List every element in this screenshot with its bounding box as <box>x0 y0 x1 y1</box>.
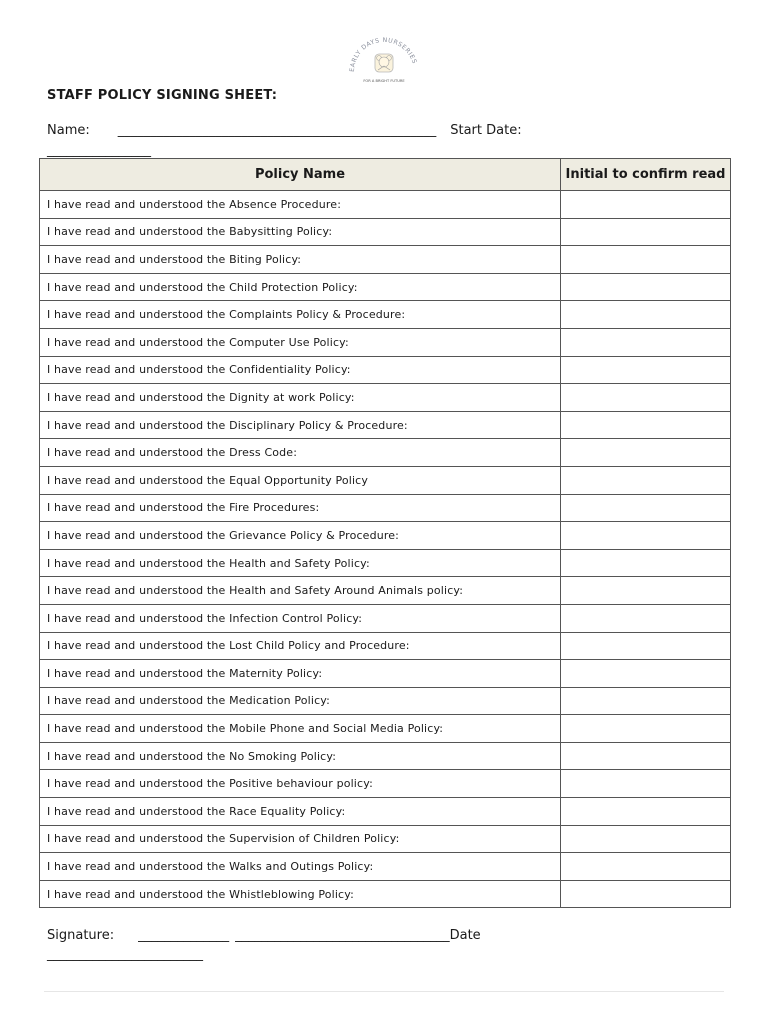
policy-name-cell: I have read and understood the Biting Policy: <box>40 246 561 274</box>
table-row <box>40 301 731 329</box>
name-field[interactable]: _________________________________________________ <box>117 123 437 138</box>
policy-name-cell: I have read and understood the Babysitting Policy: <box>40 218 561 246</box>
signature-field[interactable]: ______________ <box>138 928 230 943</box>
table-row <box>40 687 731 715</box>
table-row <box>40 825 731 853</box>
initial-cell[interactable] <box>561 384 731 412</box>
policy-rows <box>40 191 731 908</box>
initial-cell[interactable] <box>561 742 731 770</box>
page-title: STAFF POLICY SIGNING SHEET: <box>47 88 278 103</box>
policy-name-cell: I have read and understood the Mobile Phone and Social Media Policy: <box>40 715 561 743</box>
initial-cell[interactable] <box>561 660 731 688</box>
initial-cell[interactable] <box>561 411 731 439</box>
initial-cell[interactable] <box>561 439 731 467</box>
logo-arc-text: EARLY DAYS NURSERIES <box>348 36 418 73</box>
policy-name-cell: I have read and understood the Dress Code: <box>40 439 561 467</box>
table-row <box>40 853 731 881</box>
initial-cell[interactable] <box>561 328 731 356</box>
policy-name-cell: I have read and understood the Computer Use Policy: <box>40 328 561 356</box>
date-label: Date <box>449 928 481 943</box>
table-row <box>40 273 731 301</box>
date-prefix-field[interactable]: _________________________________ <box>235 928 450 943</box>
table-row <box>40 439 731 467</box>
table-row <box>40 328 731 356</box>
policy-name-cell: I have read and understood the Medication Policy: <box>40 687 561 715</box>
name-label: Name: <box>47 123 90 138</box>
policy-name-cell: I have read and understood the Complaints Policy & Procedure: <box>40 301 561 329</box>
initial-cell[interactable] <box>561 715 731 743</box>
table-row <box>40 798 731 826</box>
name-line <box>47 121 737 161</box>
table-header-row <box>40 159 731 191</box>
initial-cell[interactable] <box>561 770 731 798</box>
policy-name-header: Policy Name <box>40 159 561 191</box>
initial-cell[interactable] <box>561 522 731 550</box>
policy-name-cell: I have read and understood the Absence Procedure: <box>40 191 561 219</box>
policy-name-cell: I have read and understood the No Smoking Policy: <box>40 742 561 770</box>
table-row <box>40 604 731 632</box>
table-row <box>40 549 731 577</box>
policy-name-cell: I have read and understood the Child Protection Policy: <box>40 273 561 301</box>
table-row <box>40 715 731 743</box>
initial-cell[interactable] <box>561 604 731 632</box>
start-date-label: Start Date: <box>450 123 522 138</box>
policy-name-cell: I have read and understood the Maternity Policy: <box>40 660 561 688</box>
table-row <box>40 218 731 246</box>
policy-name-cell: I have read and understood the Dignity at work Policy: <box>40 384 561 412</box>
table-row <box>40 880 731 908</box>
policy-name-cell: I have read and understood the Walks and Outings Policy: <box>40 853 561 881</box>
policy-name-cell: I have read and understood the Health and Safety Policy: <box>40 549 561 577</box>
table-row <box>40 494 731 522</box>
policy-name-cell: I have read and understood the Whistleblowing Policy: <box>40 880 561 908</box>
initial-cell[interactable] <box>561 632 731 660</box>
table-row <box>40 577 731 605</box>
initial-cell[interactable] <box>561 798 731 826</box>
table-row <box>40 466 731 494</box>
table-row <box>40 384 731 412</box>
initial-cell[interactable] <box>561 301 731 329</box>
policy-name-cell: I have read and understood the Fire Procedures: <box>40 494 561 522</box>
initial-cell[interactable] <box>561 273 731 301</box>
policy-name-cell: I have read and understood the Grievance Policy & Procedure: <box>40 522 561 550</box>
table-row <box>40 632 731 660</box>
policy-name-cell: I have read and understood the Disciplinary Policy & Procedure: <box>40 411 561 439</box>
initial-header: Initial to confirm read <box>561 159 731 191</box>
logo-tagline: FOR A BRIGHT FUTURE <box>363 79 405 83</box>
footer-divider <box>44 991 724 992</box>
initial-cell[interactable] <box>561 880 731 908</box>
table-row <box>40 770 731 798</box>
policy-name-cell: I have read and understood the Supervision of Children Policy: <box>40 825 561 853</box>
signature-line <box>47 926 737 964</box>
table-row <box>40 660 731 688</box>
table-row <box>40 742 731 770</box>
table-row <box>40 411 731 439</box>
initial-cell[interactable] <box>561 246 731 274</box>
initial-cell[interactable] <box>561 577 731 605</box>
initial-cell[interactable] <box>561 466 731 494</box>
policy-name-cell: I have read and understood the Health and Safety Around Animals policy: <box>40 577 561 605</box>
initial-cell[interactable] <box>561 494 731 522</box>
initial-cell[interactable] <box>561 191 731 219</box>
initial-cell[interactable] <box>561 853 731 881</box>
start-date-field[interactable]: ________________ <box>47 143 151 158</box>
table-row <box>40 522 731 550</box>
policy-table <box>39 158 731 908</box>
initial-cell[interactable] <box>561 356 731 384</box>
policy-name-cell: I have read and understood the Infection Control Policy: <box>40 604 561 632</box>
policy-name-cell: I have read and understood the Equal Opportunity Policy <box>40 466 561 494</box>
initial-cell[interactable] <box>561 549 731 577</box>
policy-name-cell: I have read and understood the Confidentiality Policy: <box>40 356 561 384</box>
initial-cell[interactable] <box>561 825 731 853</box>
table-row <box>40 191 731 219</box>
initial-cell[interactable] <box>561 687 731 715</box>
policy-name-cell: I have read and understood the Lost Child Policy and Procedure: <box>40 632 561 660</box>
policy-name-cell: I have read and understood the Positive behaviour policy: <box>40 770 561 798</box>
initial-cell[interactable] <box>561 218 731 246</box>
table-row <box>40 356 731 384</box>
policy-name-cell: I have read and understood the Race Equality Policy: <box>40 798 561 826</box>
logo-emblem-icon <box>344 36 424 88</box>
table-row <box>40 246 731 274</box>
nursery-logo <box>344 36 424 88</box>
date-field[interactable]: ________________________ <box>47 947 203 962</box>
signature-label: Signature: <box>47 928 115 943</box>
